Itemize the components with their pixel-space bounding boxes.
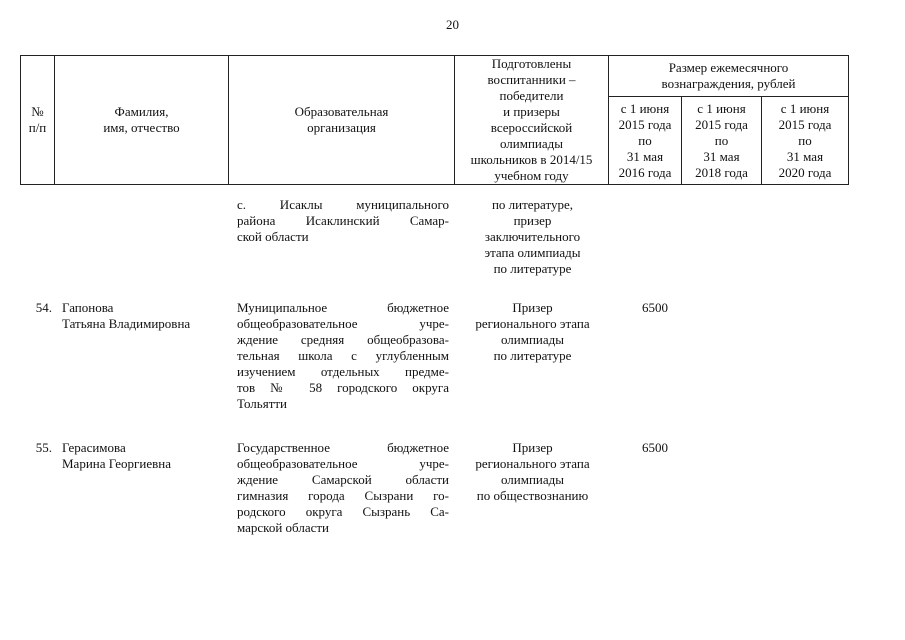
header-num: № п/п <box>21 56 55 185</box>
winners-cell: Призер регионального этапа олимпиады по литературе <box>475 300 590 363</box>
organization-cell: Государственное бюджетное общеобразовательное учре- ждение Самарской области гимназия города Сызрани го- родского округа Сызрань Са- марской области <box>237 440 449 535</box>
organization-cell: с. Исаклы муниципального района Исаклинский Самар- ской области <box>237 197 449 244</box>
full-name: Герасимова Марина Георгиевна <box>62 440 171 471</box>
winners-cell: Призер регионального этапа олимпиады по обществознанию <box>475 440 590 503</box>
header-fio: Фамилия, имя, отчество <box>55 56 229 185</box>
page-number: 20 <box>446 17 459 32</box>
winners-cell: по литературе, призер заключительного этапа олимпиады по литературе <box>484 197 581 276</box>
header-period-2016: с 1 июня 2015 года по 31 мая 2016 года <box>609 97 682 185</box>
award-amount: 6500 <box>642 440 668 455</box>
award-amount: 6500 <box>642 300 668 315</box>
organization-cell: Муниципальное бюджетное общеобразовательное учре- ждение средняя общеобразова- тельная школа с углубленным изучением отдельных предме- тов № 58 городского округа Тольятти <box>237 300 449 411</box>
header-period-2020: с 1 июня 2015 года по 31 мая 2020 года <box>762 97 849 185</box>
header-winners: Подготовлены воспитанники – победители и призеры всероссийской олимпиады школьников в 2014/15 учебном году <box>455 56 609 185</box>
header-award: Размер ежемесячного вознаграждения, рублей <box>609 56 849 97</box>
row-number: 55. <box>35 440 52 455</box>
header-organization: Образовательная организация <box>229 56 455 185</box>
row-number: 54. <box>35 300 52 315</box>
full-name: Гапонова Татьяна Владимировна <box>62 300 191 331</box>
header-period-2018: с 1 июня 2015 года по 31 мая 2018 года <box>682 97 762 185</box>
table-header <box>20 55 849 185</box>
